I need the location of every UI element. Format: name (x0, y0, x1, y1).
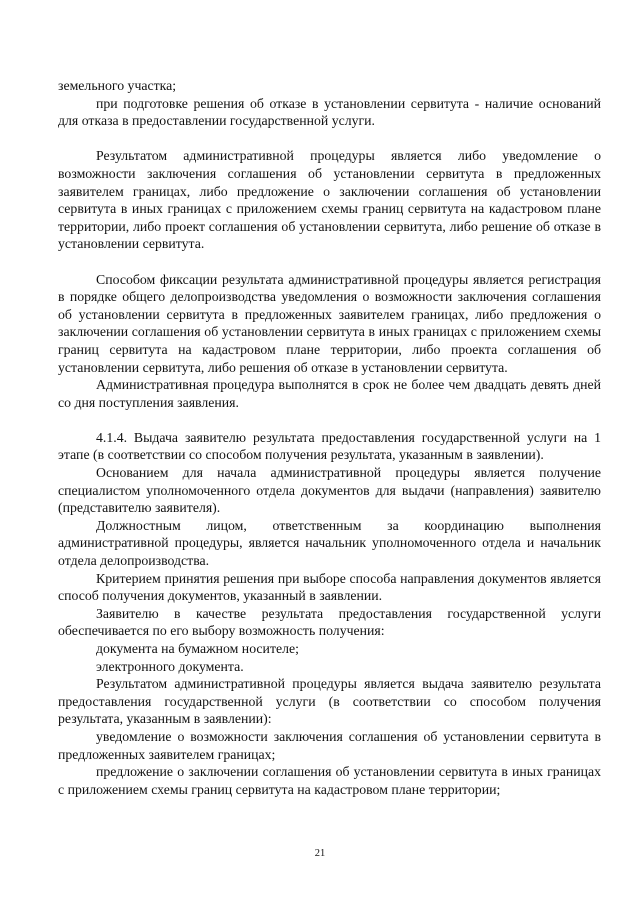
paragraph: Результатом административной процедуры является выдача заявителю результата предоставления государственной услуги (в соответствии со способом получения результата, указанным в заявлении): (58, 676, 601, 727)
list-item: электронного документа. (96, 658, 244, 674)
paragraph: Административная процедура выполнятся в срок не более чем двадцать девять дней со дня поступления заявления. (58, 377, 601, 410)
paragraph: Основанием для начала административной процедуры является получение специалистом уполномоченного отдела документов для выдачи (направления) заявителю (представителю заявителя). (58, 465, 601, 516)
paragraph: Должностным лицом, ответственным за координацию выполнения административной процедуры, является начальник уполномоченного отдела и начальник отдела делопроизводства. (58, 517, 601, 569)
paragraph: Способом фиксации результата административной процедуры является регистрация в порядке общего делопроизводства уведомления о возможности заключения соглашения об установлении сервитута в предложенных заявителем границах, либо предложения о заключении соглашения об установлении сервитута в иных границах с приложением схемы границ сервитута на кадастровом плане территории, либо проекта соглашения об установлении сервитута, либо решения об отказе в установлении сервитута. (58, 271, 601, 375)
paragraph: Результатом административной процедуры является либо уведомление о возможности заключения соглашения об установлении сервитута в предложенных заявителем границах, либо предложение о заключении соглашения об установлении сервитута в иных границах с приложением схемы границ сервитута на кадастровом плане территории, либо проект соглашения об установлении сервитута, либо решение об отказе в установлении сервитута. (58, 148, 601, 252)
paragraph: Критерием принятия решения при выборе способа направления документов является способ получения документов, указанный в заявлении. (58, 570, 601, 604)
paragraph-gap (58, 253, 601, 271)
list-item: уведомление о возможности заключения соглашения об установлении сервитута в предложенных заявителем границах; (58, 728, 601, 762)
body-text (58, 77, 601, 798)
page-number: 21 (314, 848, 326, 859)
paragraph-gap (58, 130, 601, 148)
paragraph-gap (58, 411, 601, 429)
section-heading-paragraph: 4.1.4. Выдача заявителю результата предоставления государственной услуги на 1 этапе (в соответствии со способом получения результата, указанным в заявлении). (58, 429, 601, 463)
paragraph: при подготовке решения об отказе в установлении сервитута - наличие оснований для отказа в предоставлении государственной услуги. (58, 95, 601, 129)
paragraph: земельного участка; (58, 78, 177, 93)
list-item: документа на бумажном носителе; (96, 641, 299, 656)
list-item: предложение о заключении соглашения об установлении сервитута в иных границах с приложением схемы границ сервитута на кадастровом плане территории; (58, 764, 601, 797)
paragraph: Заявителю в качестве результата предоставления государственной услуги обеспечивается по его выбору возможность получения: (58, 605, 601, 639)
